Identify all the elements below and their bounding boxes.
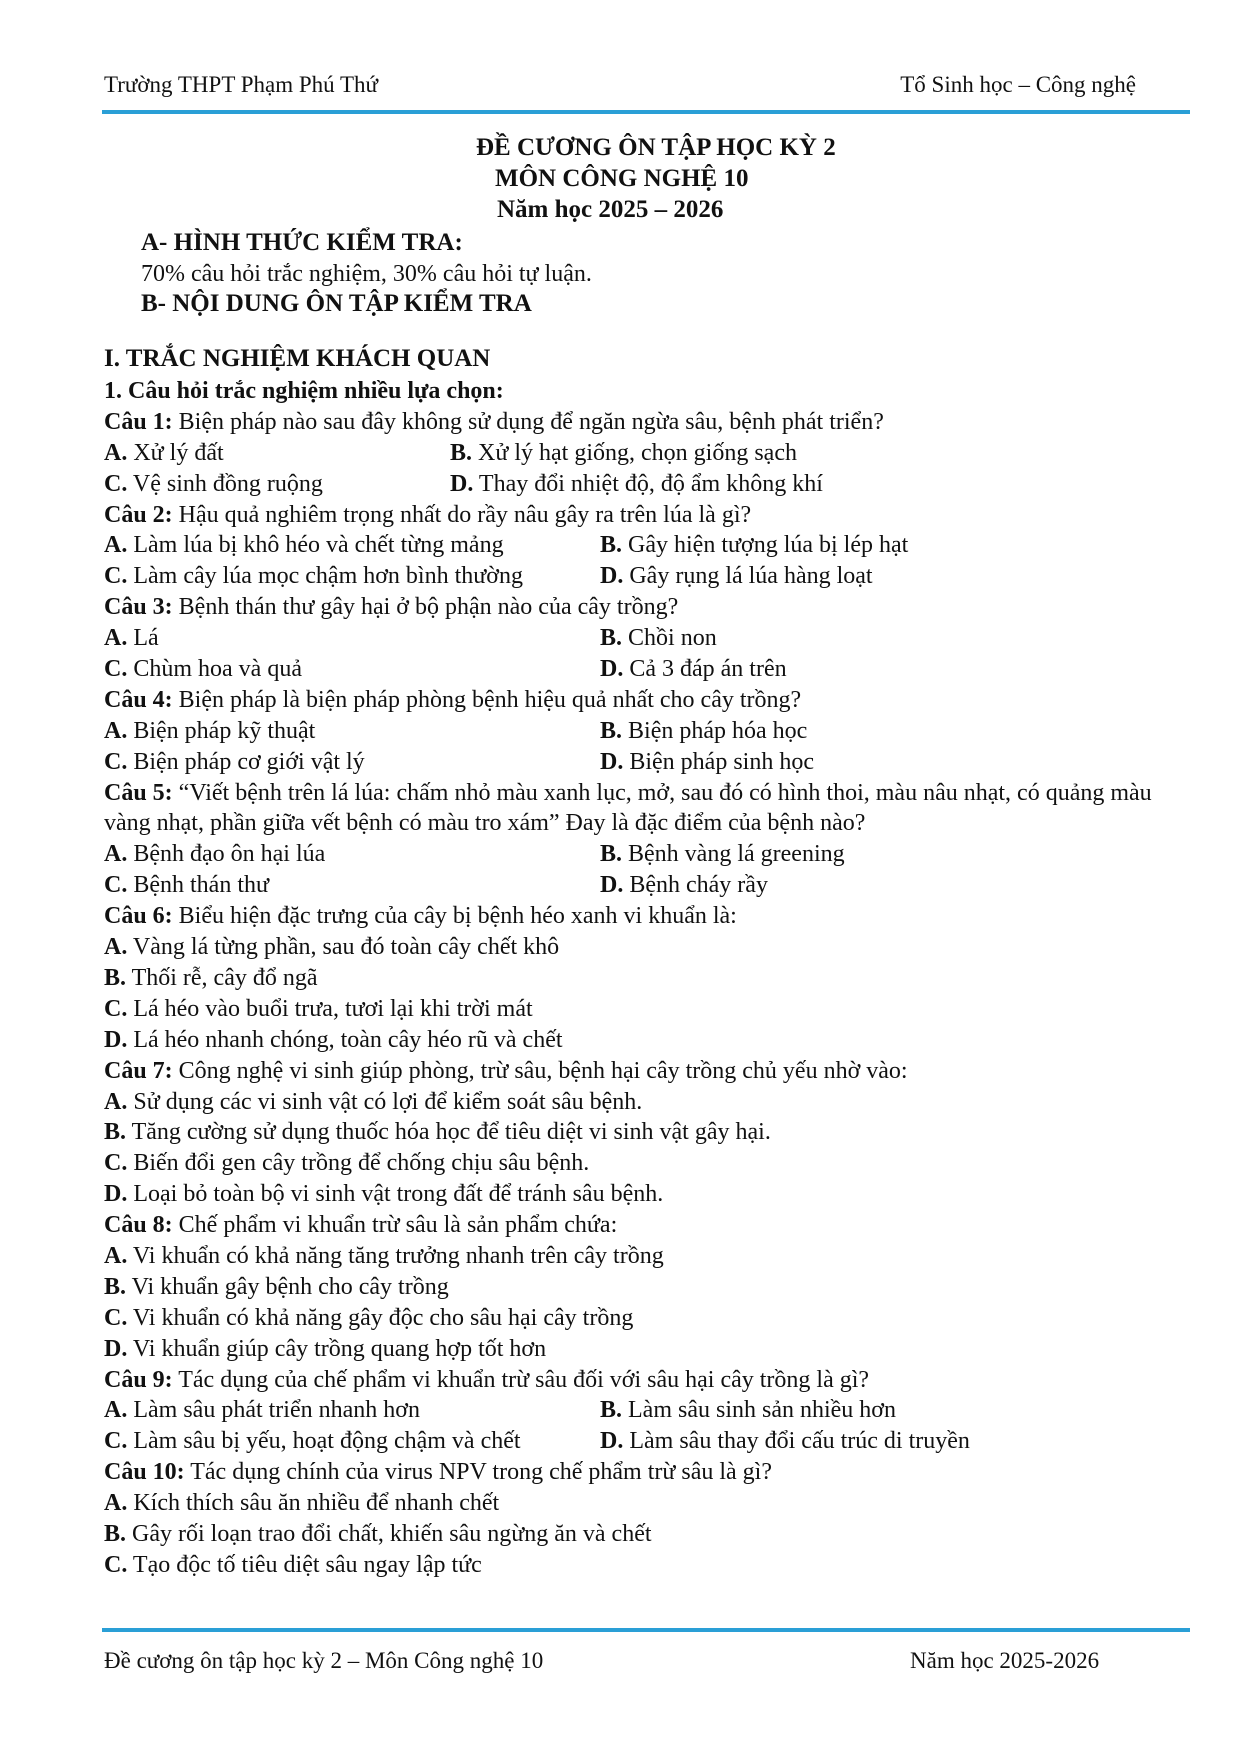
option <box>104 1243 664 1269</box>
option <box>104 438 450 469</box>
option-row <box>104 1087 1194 1118</box>
part1-subheading: 1. Câu hỏi trắc nghiệm nhiều lựa chọn: <box>104 378 504 404</box>
question-text: Công nghệ vi sinh giúp phòng, trừ sâu, bệnh hại cây trồng chủ yếu nhờ vào: <box>172 1057 908 1084</box>
option <box>104 561 600 592</box>
option-text: Biện pháp sinh học <box>623 748 814 775</box>
option-row <box>104 1303 1194 1334</box>
option-letter: A. <box>104 1397 128 1424</box>
part1-heading: I. TRẮC NGHIỆM KHÁCH QUAN <box>104 345 491 372</box>
question-list <box>104 407 1194 1581</box>
option <box>104 996 533 1022</box>
question-label: Câu 2: <box>104 501 173 528</box>
option-row <box>104 530 1194 561</box>
option-text: Chồi non <box>622 625 717 652</box>
option <box>600 623 717 654</box>
option-row <box>104 1272 1194 1303</box>
question-text: Hậu quả nghiêm trọng nhất do rầy nâu gây ra trên lúa là gì? <box>172 501 752 528</box>
option-row <box>104 1148 1194 1179</box>
option <box>104 1150 589 1176</box>
option-text: Tạo độc tố tiêu diệt sâu ngay lập tức <box>127 1551 482 1578</box>
option <box>104 747 600 778</box>
header-department: Tổ Sinh học – Công nghệ <box>900 72 1136 97</box>
option-text: Xử lý hạt giống, chọn giống sạch <box>472 439 797 466</box>
option <box>104 1089 642 1115</box>
option-letter: D. <box>600 656 624 683</box>
option <box>450 438 797 469</box>
option <box>600 716 807 747</box>
option <box>104 1395 600 1426</box>
question-stem <box>104 592 1194 623</box>
option <box>104 469 450 500</box>
question-label: Câu 7: <box>104 1057 173 1084</box>
option-letter: C. <box>104 872 128 899</box>
option <box>600 870 768 901</box>
question-text: Biểu hiện đặc trưng của cây bị bệnh héo xanh vi khuẩn là: <box>172 903 737 930</box>
question-stem <box>104 901 1194 932</box>
option-text: Vệ sinh đồng ruộng <box>127 470 323 497</box>
option-letter: B. <box>104 1520 127 1547</box>
question-text: Chế phẩm vi khuẩn trừ sâu là sản phẩm chứa: <box>172 1212 618 1239</box>
question-label: Câu 1: <box>104 408 173 435</box>
option-text: Lá héo nhanh chóng, toàn cây héo rũ và chết <box>127 1026 563 1053</box>
option-letter: C. <box>104 1428 128 1455</box>
option-text: Vàng lá từng phần, sau đó toàn cây chết khô <box>127 934 560 961</box>
option-text: Cả 3 đáp án trên <box>623 656 787 683</box>
option-text: Lá héo vào buổi trưa, tươi lại khi trời mát <box>127 995 533 1022</box>
option-row <box>104 963 1194 994</box>
option-row <box>104 870 1194 901</box>
option-letter: B. <box>104 1273 127 1300</box>
question-text: Tác dụng của chế phẩm vi khuẩn trừ sâu đối với sâu hại cây trồng là gì? <box>172 1366 870 1393</box>
option-letter: D. <box>104 1181 128 1208</box>
option-text: Xử lý đất <box>127 439 224 466</box>
option-row <box>104 994 1194 1025</box>
option-row <box>104 1334 1194 1365</box>
option-letter: C. <box>104 1304 128 1331</box>
option-row <box>104 1395 1194 1426</box>
question-text: “Viết bệnh trên lá lúa: chấm nhỏ màu xanh lục, mở, sau đó có hình thoi, màu nâu nhạt, có quảng màu vàng nhạt, phần giữa vết bệnh có màu tro xám” Đay là đặc điểm của bệnh nào? <box>104 779 1152 837</box>
option-text: Thay đổi nhiệt độ, độ ẩm không khí <box>473 470 823 497</box>
option-text: Làm sâu bị yếu, hoạt động chậm và chết <box>127 1428 521 1455</box>
question-label: Câu 4: <box>104 686 173 713</box>
option-letter: D. <box>104 1026 128 1053</box>
option-letter: B. <box>104 964 127 991</box>
option-row <box>104 1025 1194 1056</box>
option-letter: C. <box>104 470 128 497</box>
option-text: Làm sâu thay đổi cấu trúc di truyền <box>623 1428 970 1455</box>
option-letter: D. <box>600 563 624 590</box>
option-row <box>104 1179 1194 1210</box>
option-letter: D. <box>600 1428 624 1455</box>
option-letter: A. <box>104 1088 128 1115</box>
section-a-text: 70% câu hỏi trắc nghiệm, 30% câu hỏi tự luận. <box>141 261 592 287</box>
question-stem <box>104 1457 1194 1488</box>
option-row <box>104 1241 1194 1272</box>
option-letter: B. <box>450 439 473 466</box>
option-text: Thối rễ, cây đổ ngã <box>126 964 318 991</box>
option-letter: B. <box>600 841 623 868</box>
option-row <box>104 654 1194 685</box>
option-text: Gây rụng lá lúa hàng loạt <box>623 563 873 590</box>
question-label: Câu 5: <box>104 779 173 806</box>
option <box>450 469 823 500</box>
option-row <box>104 1117 1194 1148</box>
question-label: Câu 3: <box>104 594 173 621</box>
section-a-heading: A- HÌNH THỨC KIỂM TRA: <box>141 229 463 256</box>
option-row <box>104 716 1194 747</box>
option-letter: A. <box>104 1490 128 1517</box>
option <box>600 1395 896 1426</box>
option-row <box>104 932 1194 963</box>
option-letter: C. <box>104 563 128 590</box>
option-text: Biến đổi gen cây trồng để chống chịu sâu bệnh. <box>127 1150 590 1177</box>
option-row <box>104 1488 1194 1519</box>
option <box>104 965 318 991</box>
option-letter: C. <box>104 656 128 683</box>
option <box>104 839 600 870</box>
footer-left: Đề cương ôn tập học kỳ 2 – Môn Công nghệ 10 <box>104 1648 544 1673</box>
option-text: Làm sâu phát triển nhanh hơn <box>127 1397 420 1424</box>
option-letter: B. <box>104 1119 127 1146</box>
option <box>104 1426 600 1457</box>
option <box>104 654 600 685</box>
question-text: Bệnh thán thư gây hại ở bộ phận nào của cây trồng? <box>172 594 679 621</box>
question-label: Câu 10: <box>104 1459 185 1486</box>
question-text: Biện pháp là biện pháp phòng bệnh hiệu quả nhất cho cây trồng? <box>172 686 802 713</box>
question-label: Câu 6: <box>104 903 173 930</box>
option-text: Làm cây lúa mọc chậm hơn bình thường <box>127 563 523 590</box>
question-text: Biện pháp nào sau đây không sử dụng để ngăn ngừa sâu, bệnh phát triển? <box>172 408 884 435</box>
option-text: Biện pháp kỹ thuật <box>127 717 316 744</box>
option <box>600 839 845 870</box>
option-text: Bệnh cháy rầy <box>623 872 768 899</box>
option <box>104 530 600 561</box>
option-text: Biện pháp hóa học <box>622 717 808 744</box>
option-text: Gây rối loạn trao đổi chất, khiến sâu ngừng ăn và chết <box>126 1520 652 1547</box>
option-text: Gây hiện tượng lúa bị lép hạt <box>622 532 909 559</box>
option <box>104 1490 499 1516</box>
option-row <box>104 747 1194 778</box>
option-text: Làm sâu sinh sản nhiều hơn <box>622 1397 896 1424</box>
question-stem <box>104 407 1194 438</box>
question-stem <box>104 1210 1194 1241</box>
option-text: Lá <box>127 625 159 652</box>
question-stem <box>104 1056 1194 1087</box>
option-letter: D. <box>450 470 474 497</box>
footer-rule <box>102 1628 1190 1632</box>
option-text: Bệnh vàng lá greening <box>622 841 845 868</box>
option <box>600 530 908 561</box>
option-letter: B. <box>600 625 623 652</box>
option-text: Sử dụng các vi sinh vật có lợi để kiểm soát sâu bệnh. <box>127 1088 643 1115</box>
section-b-heading: B- NỘI DUNG ÔN TẬP KIỂM TRA <box>141 290 532 317</box>
option-letter: A. <box>104 532 128 559</box>
option-letter: A. <box>104 1242 128 1269</box>
option <box>104 1181 663 1207</box>
question-label: Câu 9: <box>104 1366 173 1393</box>
option-letter: B. <box>600 717 623 744</box>
option-letter: A. <box>104 717 128 744</box>
option <box>600 654 787 685</box>
option-text: Loại bỏ toàn bộ vi sinh vật trong đất để tránh sâu bệnh. <box>127 1181 664 1208</box>
option-text: Bệnh thán thư <box>127 872 269 899</box>
option-letter: B. <box>600 1397 623 1424</box>
question-content <box>104 342 1194 1581</box>
option <box>104 1119 771 1145</box>
option-text: Tăng cường sử dụng thuốc hóa học để tiêu diệt vi sinh vật gây hại. <box>126 1119 771 1146</box>
option-letter: C. <box>104 1551 128 1578</box>
option-row <box>104 561 1194 592</box>
option-text: Bệnh đạo ôn hại lúa <box>127 841 326 868</box>
option-text: Chùm hoa và quả <box>127 656 302 683</box>
option <box>600 561 873 592</box>
option-row <box>104 438 1194 469</box>
option <box>104 1274 449 1300</box>
option-text: Làm lúa bị khô héo và chết từng mảng <box>127 532 504 559</box>
option <box>104 1552 482 1578</box>
doc-subject: MÔN CÔNG NGHỆ 10 <box>495 165 749 192</box>
option <box>104 716 600 747</box>
option-letter: C. <box>104 748 128 775</box>
option-text: Vi khuẩn giúp cây trồng quang hợp tốt hơn <box>127 1335 547 1362</box>
option-text: Vi khuẩn có khả năng gây độc cho sâu hại cây trồng <box>127 1304 634 1331</box>
doc-title: ĐỀ CƯƠNG ÔN TẬP HỌC KỲ 2 <box>476 134 836 161</box>
option-letter: D. <box>600 872 624 899</box>
option-letter: D. <box>104 1335 128 1362</box>
option-row <box>104 839 1194 870</box>
header-rule <box>102 110 1190 114</box>
option <box>104 1305 633 1331</box>
question-stem <box>104 685 1194 716</box>
option <box>104 623 600 654</box>
option-row <box>104 623 1194 654</box>
option-letter: B. <box>600 532 623 559</box>
option-letter: C. <box>104 995 128 1022</box>
option <box>104 870 600 901</box>
question-text: Tác dụng chính của virus NPV trong chế phẩm trừ sâu là gì? <box>184 1459 772 1486</box>
question-label: Câu 8: <box>104 1212 173 1239</box>
option-text: Biện pháp cơ giới vật lý <box>127 748 365 775</box>
question-stem <box>104 1365 1194 1396</box>
option-letter: A. <box>104 934 128 961</box>
question-stem <box>104 500 1194 531</box>
option-text: Vi khuẩn có khả năng tăng trưởng nhanh trên cây trồng <box>127 1242 664 1269</box>
option-letter: A. <box>104 841 128 868</box>
option-row <box>104 1550 1194 1581</box>
header-school: Trường THPT Phạm Phú Thứ <box>104 72 378 97</box>
option <box>104 934 559 960</box>
option-letter: D. <box>600 748 624 775</box>
option-row <box>104 469 1194 500</box>
option <box>104 1336 546 1362</box>
option <box>600 747 814 778</box>
footer-right: Năm học 2025-2026 <box>910 1648 1100 1673</box>
option <box>104 1027 563 1053</box>
option-row <box>104 1426 1194 1457</box>
option-letter: C. <box>104 1150 128 1177</box>
option-text: Kích thích sâu ăn nhiều để nhanh chết <box>127 1490 500 1517</box>
option-letter: A. <box>104 625 128 652</box>
doc-year: Năm học 2025 – 2026 <box>497 196 724 223</box>
option <box>104 1521 652 1547</box>
option-letter: A. <box>104 439 128 466</box>
option <box>600 1426 970 1457</box>
option-row <box>104 1519 1194 1550</box>
question-stem <box>104 778 1194 840</box>
option-text: Vi khuẩn gây bệnh cho cây trồng <box>126 1273 449 1300</box>
